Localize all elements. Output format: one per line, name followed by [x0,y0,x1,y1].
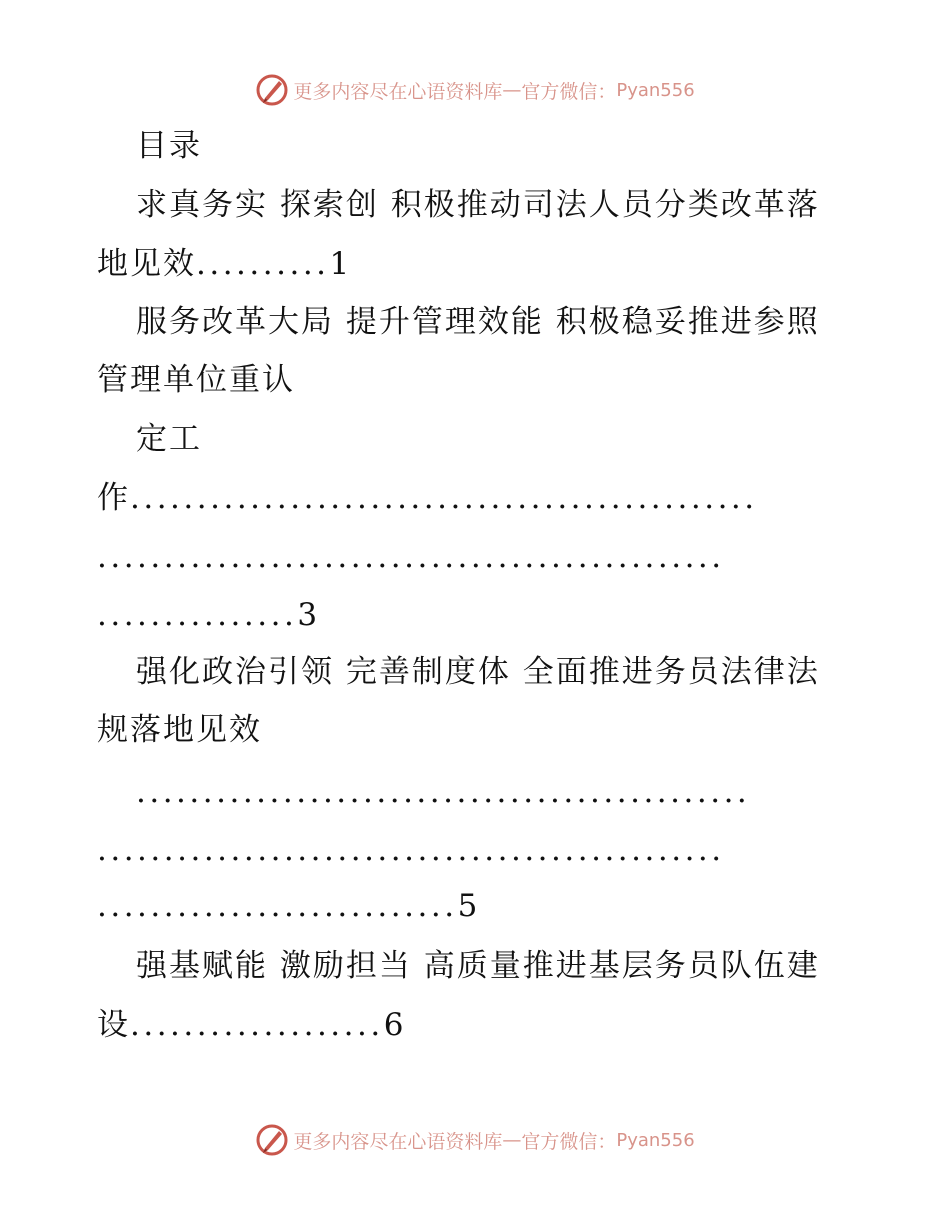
toc-entry-1-leader: .......... [196,246,330,282]
toc-entry-2-title: 服务改革大局 提升管理效能 积极稳妥推进参照 [136,304,820,340]
watermark-official-label: 官方微信： [521,1130,617,1153]
quill-pen-icon [255,1123,289,1157]
toc-entry-2-page: 3 [297,597,318,633]
toc-entry-3-title-cont: 规落地见效 [97,712,262,748]
header-watermark [0,70,950,110]
watermark-text: 更多内容尽在心语资料库 [293,1130,503,1153]
toc-entry-3-leader-3: ........................... [97,888,458,924]
toc-entry-2-leader-3: ............... [97,597,298,633]
toc-entry-3-line5 [97,886,477,926]
toc-entry-4-page: 6 [383,1007,404,1043]
watermark-official-label: 官方微信： [521,80,617,103]
toc-entry-2-line6 [97,595,317,635]
toc-entry-2-line4 [97,478,758,518]
toc-entry-4-line2 [97,1005,403,1045]
toc-entry-3-leader-2: ............................................... [97,832,725,868]
toc-entry-2-leader-2: ............................................... [97,539,725,575]
toc-entry-1-title: 求真务实 探索创 积极推动司法人员分类改革落 [136,187,820,223]
toc-entry-4-title-cont: 设 [97,1007,130,1043]
watermark-account: Pyan556 [616,1129,695,1151]
footer-watermark [0,1120,950,1160]
toc-entry-3-leader-1: .............................................. [136,774,751,810]
toc-entry-1-line2 [97,244,349,284]
toc-entry-2-leader-1: ............................................... [130,480,758,516]
toc-entry-2-title-cont2: 定工 [136,421,202,457]
watermark-separator: — [502,79,522,101]
toc-entry-1-title-cont: 地见效 [97,246,196,282]
quill-pen-icon [255,73,289,107]
watermark-account: Pyan556 [616,79,695,101]
watermark-text: 更多内容尽在心语资料库 [293,80,503,103]
toc-heading: 目录 [136,128,202,164]
watermark-separator: — [502,1129,522,1151]
toc-entry-3-title: 强化政治引领 完善制度体 全面推进务员法律法 [136,654,820,690]
toc-entry-2-title-cont: 管理单位重认 [97,362,295,398]
toc-entry-1-page: 1 [329,246,350,282]
toc-entry-3-page: 5 [457,888,478,924]
toc-entry-4-leader: ................... [130,1007,384,1043]
toc-entry-2-title-cont3: 作 [97,480,130,516]
toc-entry-4-title: 强基赋能 激励担当 高质量推进基层务员队伍建 [136,948,820,984]
